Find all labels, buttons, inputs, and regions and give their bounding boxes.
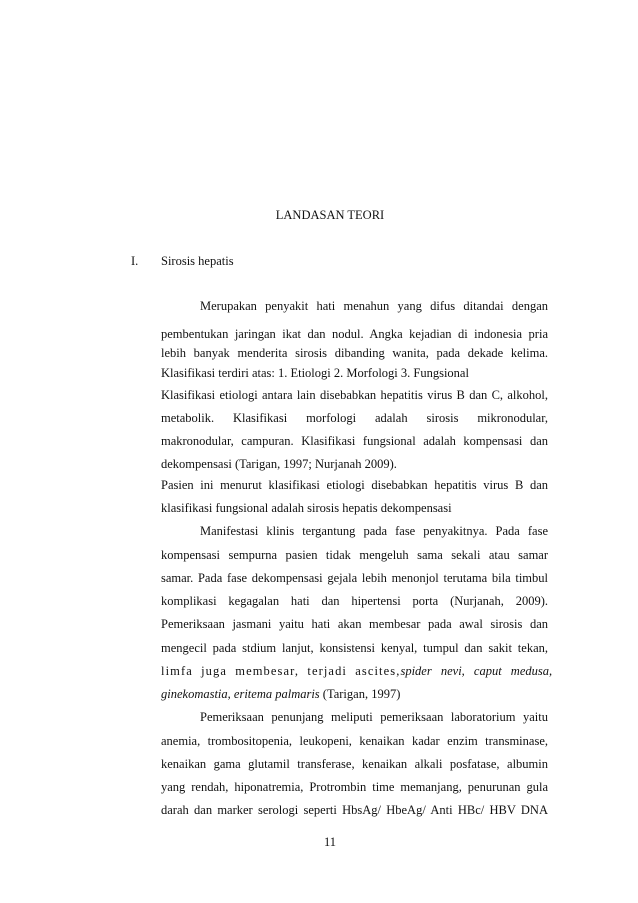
paragraph-line: yang rendah, hiponatremia, Protrombin time memanjang, penurunan gula xyxy=(161,780,548,794)
italic-terms: ginekomastia, eritema palmaris xyxy=(161,687,320,701)
paragraph-line: Merupakan penyakit hati menahun yang difus ditandai dengan xyxy=(200,299,548,313)
paragraph-line: mengecil pada stdium lanjut, konsistensi kenyal, tumpul dan sakit tekan, xyxy=(161,641,548,655)
paragraph-line xyxy=(161,663,553,679)
paragraph-line: Klasifikasi etiologi antara lain disebabkan hepatitis virus B dan C, alkohol, xyxy=(161,388,548,402)
paragraph-line: kenaikan gama glutamil transferase, kenaikan alkali posfatase, albumin xyxy=(161,757,548,771)
paragraph-line xyxy=(161,686,548,702)
paragraph-line: dekompensasi (Tarigan, 1997; Nurjanah 2009). xyxy=(161,457,397,471)
italic-terms: spider nevi, caput medusa, xyxy=(400,664,553,678)
page-number: 11 xyxy=(323,835,337,849)
line-text: limfa juga membesar, terjadi ascites, xyxy=(161,664,401,678)
paragraph-line: samar. Pada fase dekompensasi gejala lebih menonjol terutama bila timbul xyxy=(161,571,548,585)
paragraph-line: lebih banyak menderita sirosis dibanding wanita, pada dekade kelima. xyxy=(161,346,548,360)
paragraph-line: Klasifikasi terdiri atas: 1. Etiologi 2. Morfologi 3. Fungsional xyxy=(161,366,469,380)
paragraph-line: kompensasi sempurna pasien tidak mengeluh sama sekali atau samar xyxy=(161,548,548,562)
section-number: I. xyxy=(131,254,139,268)
citation: (Tarigan, 1997) xyxy=(322,687,401,701)
paragraph-line: darah dan marker serologi seperti HbsAg/ HbeAg/ Anti HBc/ HBV DNA xyxy=(161,803,548,817)
paragraph-line: komplikasi kegagalan hati dan hipertensi porta (Nurjanah, 2009). xyxy=(161,594,548,608)
paragraph-line: klasifikasi fungsional adalah sirosis hepatis dekompensasi xyxy=(161,501,452,515)
paragraph-line: Pemeriksaan jasmani yaitu hati akan membesar pada awal sirosis dan xyxy=(161,617,548,631)
paragraph-line: Manifestasi klinis tergantung pada fase penyakitnya. Pada fase xyxy=(200,524,548,538)
page-heading: LANDASAN TEORI xyxy=(275,208,385,222)
paragraph-line: makronodular, campuran. Klasifikasi fungsional adalah kompensasi dan xyxy=(161,434,548,448)
paragraph-line: metabolik. Klasifikasi morfologi adalah sirosis mikronodular, xyxy=(161,411,548,425)
section-title: Sirosis hepatis xyxy=(161,254,234,268)
paragraph-line: Pasien ini menurut klasifikasi etiologi disebabkan hepatitis virus B dan xyxy=(161,478,548,492)
paragraph-line: pembentukan jaringan ikat dan nodul. Angka kejadian di indonesia pria xyxy=(161,327,548,341)
paragraph-line: anemia, trombositopenia, leukopeni, kenaikan kadar enzim transminase, xyxy=(161,734,548,748)
paragraph-line: Pemeriksaan penunjang meliputi pemeriksaan laboratorium yaitu xyxy=(200,710,548,724)
